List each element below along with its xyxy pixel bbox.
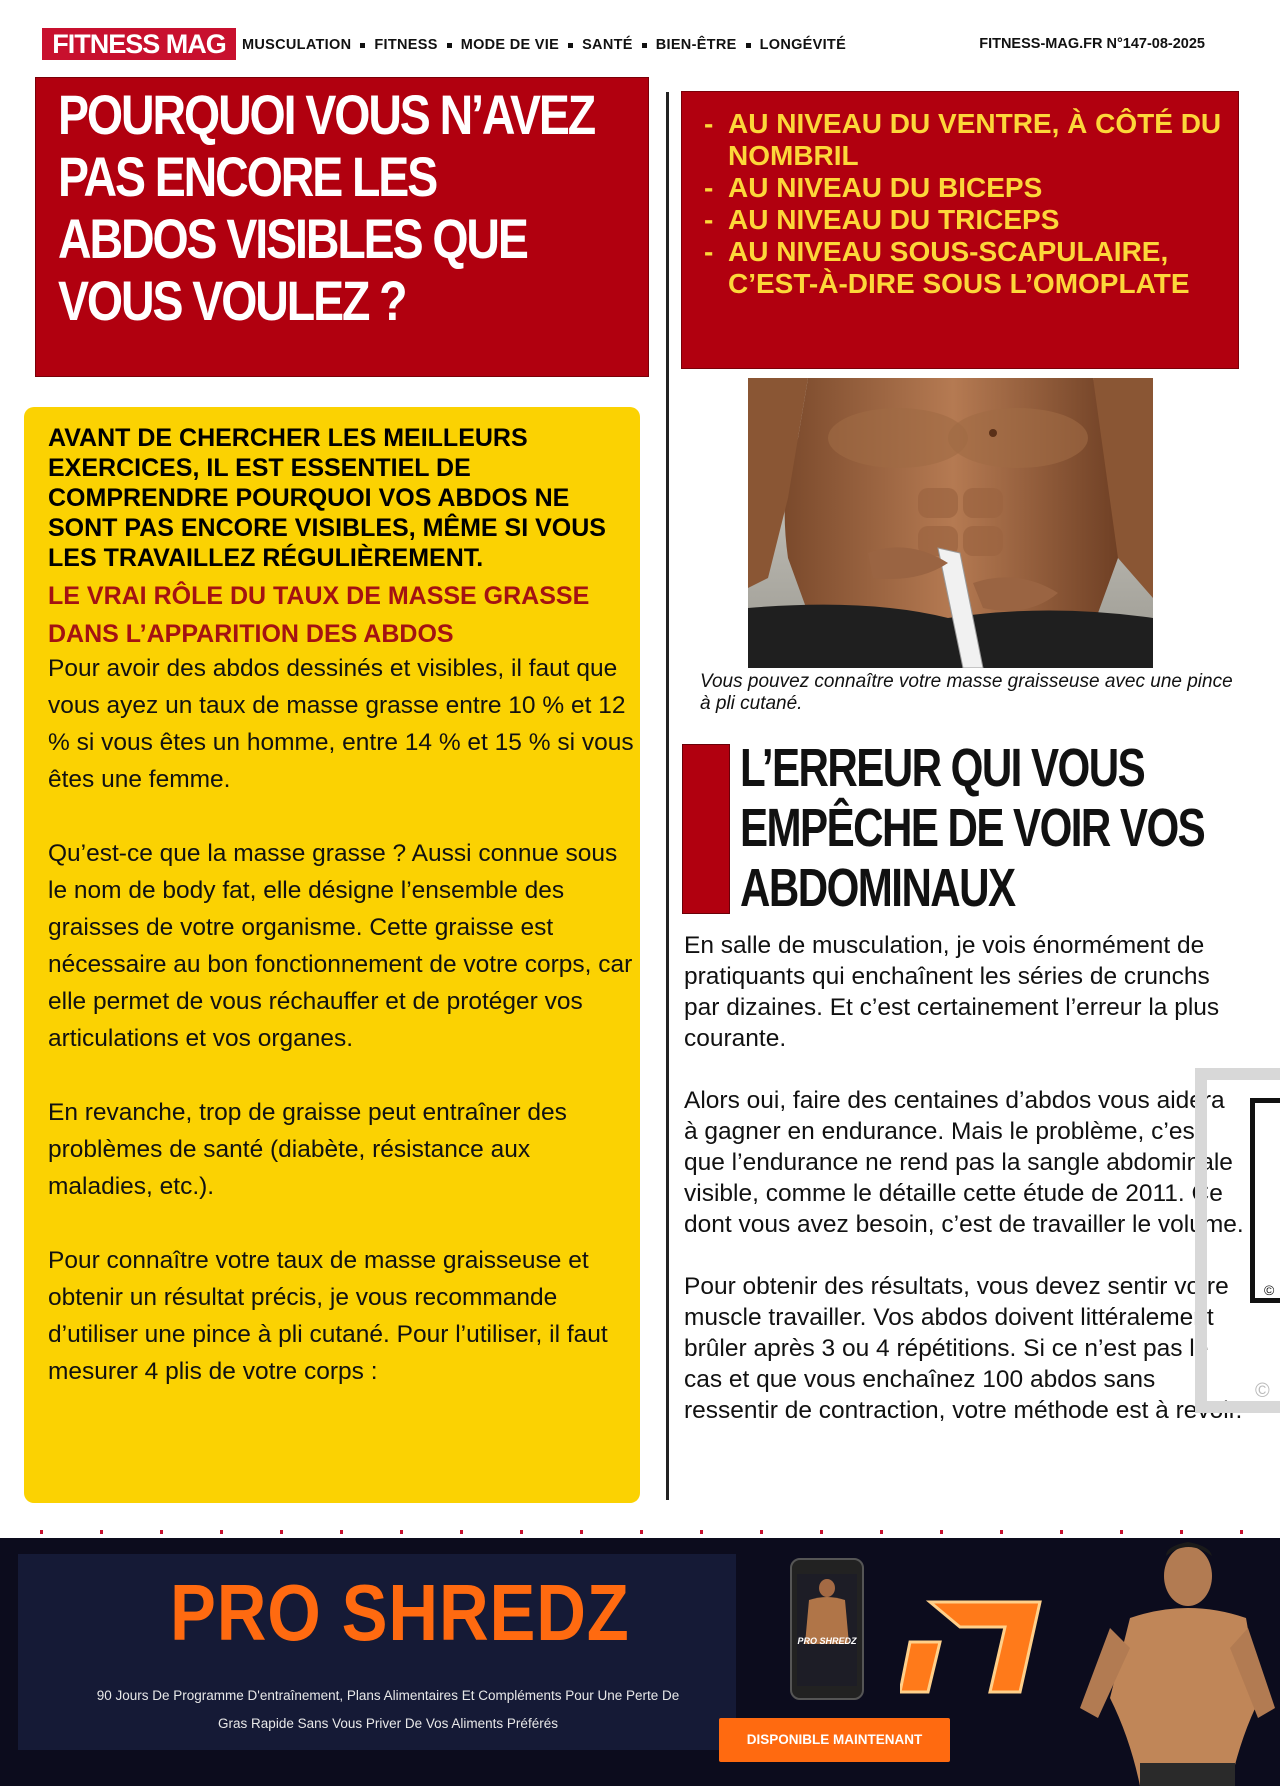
torso-illustration (748, 378, 1153, 668)
nav-item-fitness[interactable]: FITNESS (374, 37, 438, 53)
section-accent-bar (682, 744, 730, 914)
paragraph: En salle de musculation, je vois énormément de pratiquants qui enchaînent les séries de crunchs par dizaines. Et c’est certainement l’erreur la plus courante. (684, 932, 1220, 1052)
section-title (740, 738, 1205, 918)
paragraph: Pour avoir des abdos dessinés et visibles, il faut que vous ayez un taux de masse grasse entre 10 % et 12 % si vous êtes un homme, entre 14 % et 15 % si vous êtes une femme. (48, 655, 634, 793)
page-separator (0, 1527, 1280, 1537)
issue-number: FITNESS-MAG.FR N°147-08-2025 (979, 36, 1205, 52)
phone-label: PRO SHREDZ (797, 1636, 857, 1646)
paragraph: En revanche, trop de graisse peut entraîner des problèmes de santé (diabète, résistance aux maladies, etc.). (48, 1099, 567, 1200)
paragraph: Qu’est-ce que la masse grasse ? Aussi connue sous le nom de body fat, elle désigne l’ensemble des graisses de votre organisme. Cette graisse est nécessaire au bon fonctionnement de votre corps, car elle permet de vous réchauffer et de protéger vos articulations et vos organes. (48, 840, 633, 1052)
skinfold-list (702, 108, 1222, 300)
list-item: - AU NIVEAU DU VENTRE, À CÔTÉ DU NOMBRIL (702, 108, 1222, 172)
nav-item-longevite[interactable]: LONGÉVITÉ (759, 37, 847, 53)
copyright-mark: © (1255, 1380, 1270, 1402)
article-title (58, 83, 595, 332)
nav-separator (447, 43, 452, 48)
nav-item-sante[interactable]: SANTÉ (582, 37, 633, 53)
title-line: PAS ENCORE LES (58, 145, 437, 208)
phone-model-image (797, 1574, 857, 1644)
nav-separator (568, 43, 573, 48)
magazine-logo[interactable]: FITNESS MAG (42, 28, 236, 60)
ad-tagline-line: Gras Rapide Sans Vous Priver De Vos Aliments Préférés (218, 1716, 558, 1731)
watermark-bracket (1250, 1098, 1280, 1303)
nav-separator (746, 43, 751, 48)
ad-tagline (38, 1682, 738, 1738)
nav-item-mode-de-vie[interactable]: MODE DE VIE (460, 37, 560, 53)
ad-tagline-line: 90 Jours De Programme D'entraînement, Plans Alimentaires Et Compléments Pour Une Perte De (96, 1688, 680, 1703)
fitness-model-image (1070, 1538, 1280, 1786)
section-title-line: ABDOMINAUX (740, 858, 1015, 918)
proshredz-emblem-icon (900, 1582, 1050, 1702)
title-line: ABDOS VISIBLES QUE (58, 207, 527, 270)
column-divider (666, 92, 669, 1500)
section-subheading: LE VRAI RÔLE DU TAUX DE MASSE GRASSE DANS L’APPARITION DES ABDOS (48, 582, 590, 648)
caliper-photo (748, 378, 1153, 668)
phone-screen (797, 1574, 857, 1686)
section-title-line: L’ERREUR QUI VOUS (740, 738, 1145, 798)
category-nav (242, 34, 846, 56)
title-line: VOUS VOULEZ ? (58, 269, 406, 332)
ad-brand: PRO SHREDZ (170, 1568, 630, 1657)
paragraph: Pour obtenir des résultats, vous devez sentir votre muscle travailler. Vos abdos doivent littéralement brûler après 3 ou 4 répétitions. Si ce n’est pas le cas et que vous enchaînez 100 abdos sans ressentir de contraction, votre méthode est à revoir. (684, 1273, 1243, 1424)
copyright-mark: © (1264, 1282, 1275, 1298)
left-column-body (48, 650, 638, 1427)
intro-text: AVANT DE CHERCHER LES MEILLEURS EXERCICES, IL EST ESSENTIEL DE COMPRENDRE POURQUOI VOS ABDOS NE SONT PAS ENCORE VISIBLES, MÊME SI VOUS LES TRAVAILLEZ RÉGULIÈREMENT. (48, 424, 606, 572)
list-item: - AU NIVEAU DU BICEPS (702, 172, 1222, 204)
paragraph: Pour connaître votre taux de masse graisseuse et obtenir un résultat précis, je vous recommande d’utiliser une pince à pli cutané. Pour l’utiliser, il faut mesurer 4 plis de votre corps : (48, 1247, 608, 1385)
list-item: - AU NIVEAU DU TRICEPS (702, 204, 1222, 236)
nav-separator (642, 43, 647, 48)
nav-separator (360, 43, 365, 48)
available-now-button[interactable]: DISPONIBLE MAINTENANT (719, 1718, 950, 1762)
list-item: - AU NIVEAU SOUS-SCAPULAIRE, C’EST-À-DIRE SOUS L’OMOPLATE (702, 236, 1222, 300)
phone-mockup (790, 1558, 864, 1700)
nav-item-musculation[interactable]: MUSCULATION (242, 37, 352, 53)
photo-caption: Vous pouvez connaître votre masse graisseuse avec une pince à pli cutané. (700, 671, 1233, 714)
right-column-body (684, 930, 1244, 1457)
nav-item-bien-etre[interactable]: BIEN-ÊTRE (655, 37, 737, 53)
section-title-line: EMPÊCHE DE VOIR VOS (740, 798, 1205, 858)
title-line: POURQUOI VOUS N’AVEZ (58, 83, 595, 146)
paragraph: Alors oui, faire des centaines d’abdos vous aidera à gagner en endurance. Mais le problème, c’est que l’endurance ne rend pas la sangle abdominale visible, comme le détaille cette étude de 2011. Ce dont vous avez besoin, c’est de travailler le volume. (684, 1087, 1244, 1238)
